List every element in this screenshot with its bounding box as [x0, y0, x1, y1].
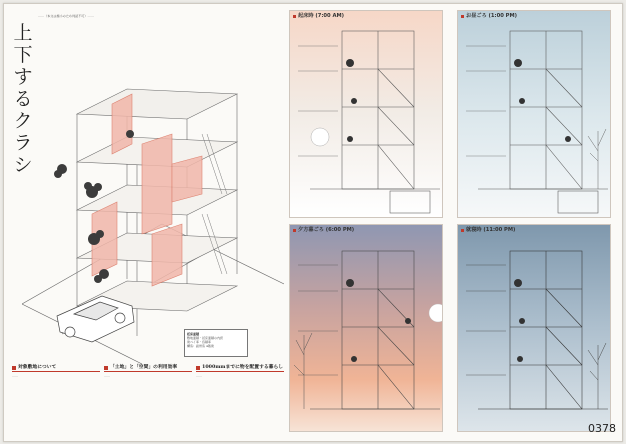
panel-title: 就寝時 (11:00 PM) — [461, 227, 515, 234]
intro-text: ……（本文は極小のため判読不可）…… — [38, 14, 94, 18]
title-char: 下 — [13, 44, 33, 66]
column-body: …… — [196, 374, 202, 378]
section-drawing — [290, 11, 442, 217]
title-char: 上 — [13, 22, 33, 44]
caption-line: 建ペイ率・容積率 — [187, 340, 212, 344]
column-body: …… — [104, 374, 110, 378]
scene-panel-morning — [289, 10, 443, 218]
title-char: シ — [13, 154, 33, 176]
scene-panel-night — [457, 224, 611, 432]
title-char: ク — [13, 110, 33, 132]
column-heading: 「土地」と「空間」の利用効率 — [104, 364, 192, 372]
section-drawing — [458, 11, 610, 217]
text-column — [104, 364, 192, 436]
caption-heading: 延床面積 — [187, 332, 200, 336]
column-body: …… — [12, 374, 18, 378]
page-number: 0378 — [588, 422, 616, 435]
title-char: す — [13, 66, 33, 88]
section-drawing — [458, 225, 610, 431]
caption-line: 敷地面積・延床面積の内訳 — [187, 336, 224, 340]
scene-panel-noon — [457, 10, 611, 218]
panel-title: 夕方暮ごろ (6:00 PM) — [293, 227, 354, 234]
isometric-building-drawing — [22, 74, 284, 364]
title-char: ラ — [13, 132, 33, 154]
section-drawing — [290, 225, 442, 431]
poster-sheet — [3, 3, 623, 442]
caption-card — [184, 329, 248, 357]
panel-title: 起床時 (7:00 AM) — [293, 13, 344, 20]
text-column — [196, 364, 284, 436]
caption-line: 構造：鉄骨造 4階建 — [187, 344, 214, 348]
column-heading: 対象敷地について — [12, 364, 100, 372]
scene-panel-evening — [289, 224, 443, 432]
intro-paragraph — [38, 14, 278, 76]
column-heading: 1000mmまでに物を配置する暮らし — [196, 364, 284, 372]
title-char: る — [13, 88, 33, 110]
text-column — [12, 364, 100, 436]
panel-title: お昼ごろ (1:00 PM) — [461, 13, 517, 20]
